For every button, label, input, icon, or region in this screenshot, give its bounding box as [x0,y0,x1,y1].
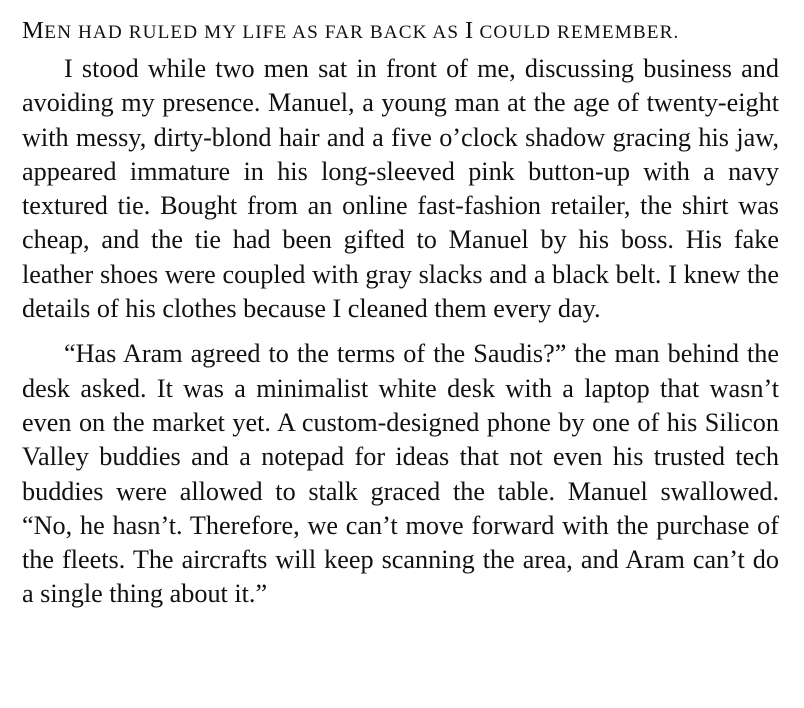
opening-smallcaps-part-1: EN HAD RULED MY LIFE AS FAR BACK AS [44,22,466,43]
paragraph-2: “Has Aram agreed to the terms of the Saudis?” the man behind the desk asked. It was a minimalist white desk with a laptop that wasn’t even on the market yet. A custom-designed phone by one of his Silicon Valley buddies and a notepad for ideas that not even his trusted tech buddies were allowed to stalk graced the table. Manuel swallowed. “No, he hasn’t. Therefore, we can’t move forward with the purchase of the fleets. The aircrafts will keep scanning the area, and Aram can’t do a single thing about it.” [22,339,779,609]
book-page [22,14,779,612]
opening-smallcaps-part-2: COULD REMEMBER. [473,22,680,43]
opening-capital-i: I [465,17,474,44]
opening-lead-capital: M [22,17,45,44]
chapter-opening-line [22,14,779,50]
paragraph-1: I stood while two men sat in front of me, discussing business and avoiding my presence. Manuel, a young man at the age of twenty-eight with messy, dirty-blond hair and a five o’clock shadow gracing his jaw, appeared immature in his long-sleeved pink button-up with a navy textured tie. Bought from an online fast-fashion retailer, the shirt was cheap, and the tie had been gifted to Manuel by his boss. His fake leather shoes were coupled with gray slacks and a black belt. I knew the details of his clothes because I cleaned them every day. [22,54,779,324]
